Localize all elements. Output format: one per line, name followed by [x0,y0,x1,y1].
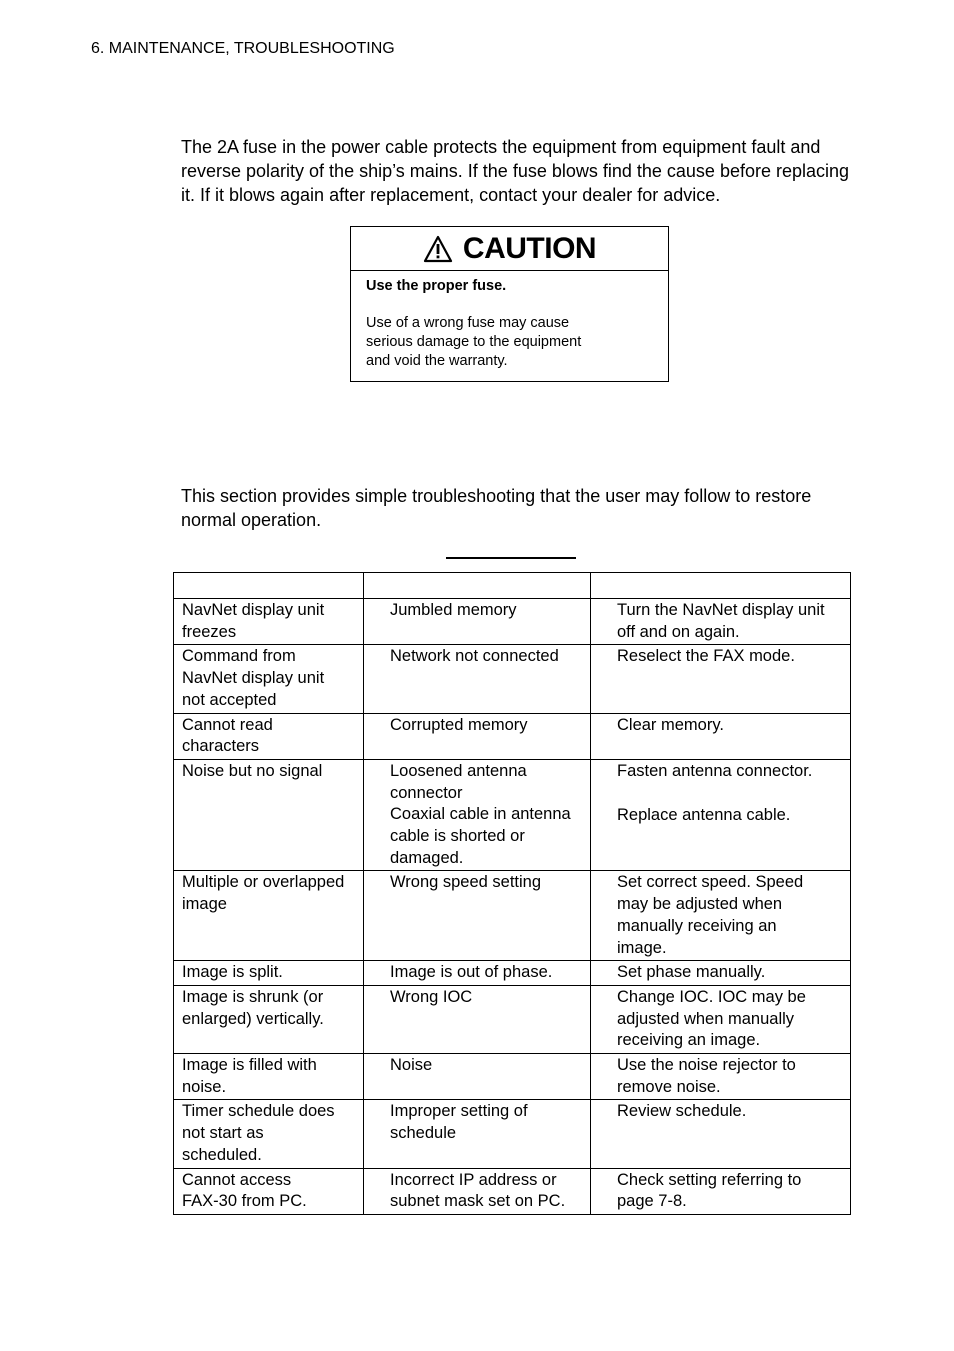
header-symptom [174,573,364,599]
remedy-cell [591,1100,851,1168]
cause-cell-line: Image is out of phase. [390,963,553,982]
cause-cell-line: connector [390,783,463,802]
table-row [174,1168,851,1214]
caution-line: Use of a wrong fuse may cause [366,315,570,331]
cause-cell-line: subnet mask set on PC. [390,1192,566,1211]
symptom-cell-line: characters [182,737,260,756]
table-row [174,871,851,961]
table-row [174,985,851,1053]
symptom-cell-line: not accepted [182,690,277,709]
symptom-cell [174,871,364,961]
symptom-cell-line: NavNet display unit [182,669,325,688]
symptom-cell-line: noise. [182,1077,227,1096]
symptom-cell-line: Multiple or overlapped [182,873,345,892]
symptom-cell-line: not start as [182,1124,264,1143]
cause-cell-line: Coaxial cable in antenna [390,805,571,824]
remedy-cell-line: Check setting referring to [617,1170,802,1189]
cause-cell-line: schedule [390,1124,457,1143]
symptom-cell [174,1168,364,1214]
cause-cell [364,985,591,1053]
table-row [174,713,851,759]
header-cause [364,573,591,599]
caution-header [351,227,668,271]
remedy-cell [591,759,851,871]
cause-cell [364,961,591,986]
cause-cell-line: Loosened antenna [390,761,527,780]
symptom-cell-line: Image is split. [182,963,283,982]
table-row [174,1100,851,1168]
table-row [174,961,851,986]
symptom-cell [174,961,364,986]
remedy-cell-line: page 7-8. [617,1192,687,1211]
cause-cell [364,599,591,645]
fuse-paragraph: The 2A fuse in the power cable protects the equipment from equipment fault and reverse polarity of the ship’s mains. If the fuse blows find the cause before replacing it. If it blows again after replacement, contact your dealer for advice. [181,137,850,205]
table-row [174,1054,851,1100]
remedy-cell-line: Set correct speed. Speed [617,873,804,892]
remedy-cell-line: Set phase manually. [617,963,766,982]
cause-cell-line: Improper setting of [390,1102,528,1121]
cause-cell [364,645,591,713]
remedy-cell [591,599,851,645]
symptom-cell-line: image [182,895,227,914]
caution-box [350,226,669,382]
symptom-cell-line: scheduled. [182,1145,262,1164]
table-row [174,759,851,871]
cause-cell [364,759,591,871]
remedy-cell [591,1168,851,1214]
symptom-cell-line: FAX-30 from PC. [182,1192,307,1211]
spacer [617,783,846,805]
cause-cell-line: cable is shorted or [390,827,525,846]
header-remedy [591,573,851,599]
symptom-cell-line: enlarged) vertically. [182,1009,324,1028]
symptom-cell-line: Noise but no signal [182,761,323,780]
cause-cell [364,1054,591,1100]
remedy-cell [591,1054,851,1100]
caution-heading: Use the proper fuse. [366,278,507,294]
symptom-cell [174,759,364,871]
cause-cell-line: Network not connected [390,647,559,666]
caution-title: CAUTION [462,231,597,265]
symptom-cell-line: freezes [182,622,237,641]
remedy-cell-line: Clear memory. [617,715,724,734]
remedy-cell-line: may be adjusted when [617,895,783,914]
symptom-cell-line: Image is filled with [182,1056,317,1075]
remedy-cell-line: Fasten antenna connector. [617,761,813,780]
remedy-cell-line: off and on again. [617,622,740,641]
remedy-cell-line: adjusted when manually [617,1009,795,1028]
remedy-cell-line: receiving an image. [617,1031,761,1050]
cause-cell-line: Wrong IOC [390,987,473,1006]
remedy-cell [591,961,851,986]
symptom-cell-line: Cannot access [182,1170,292,1189]
cause-cell-line: Incorrect IP address or [390,1170,557,1189]
remedy-cell-line: remove noise. [617,1077,721,1096]
remedy-cell-line: Review schedule. [617,1102,747,1121]
cause-cell-line: Corrupted memory [390,715,528,734]
symptom-cell [174,985,364,1053]
remedy-cell [591,713,851,759]
cause-cell-line: damaged. [390,848,464,867]
symptom-cell [174,1100,364,1168]
table-header-row [174,573,851,599]
remedy-cell-line: image. [617,938,667,957]
symptom-cell [174,599,364,645]
cause-cell-line: Wrong speed setting [390,873,542,892]
cause-cell [364,871,591,961]
cause-cell [364,713,591,759]
table-title-underline [446,557,576,559]
symptom-cell [174,713,364,759]
symptom-cell [174,645,364,713]
symptom-cell-line: Cannot read [182,715,273,734]
symptom-cell-line: NavNet display unit [182,601,325,619]
symptom-cell-line: Image is shrunk (or [182,987,324,1006]
remedy-cell [591,871,851,961]
caution-body [351,271,668,371]
table-row [174,599,851,645]
symptom-cell-line: Command from [182,647,296,666]
remedy-cell [591,645,851,713]
remedy-cell-line: Reselect the FAX mode. [617,647,795,666]
cause-cell-line: Jumbled memory [390,601,517,619]
troubleshooting-paragraph: This section provides simple troubleshooting that the user may follow to restore normal operation. [181,486,812,530]
caution-line: and void the warranty. [366,353,508,369]
warning-triangle-icon [423,235,453,263]
remedy-cell-line: Turn the NavNet display unit [617,601,825,619]
symptom-cell [174,1054,364,1100]
remedy-cell-line: Replace antenna cable. [617,805,791,824]
remedy-cell-line: manually receiving an [617,916,777,935]
cause-cell [364,1168,591,1214]
cause-cell [364,1100,591,1168]
symptom-cell-line: Timer schedule does [182,1102,335,1121]
remedy-cell-line: Change IOC. IOC may be [617,987,806,1006]
troubleshooting-table [173,572,851,1215]
running-head: 6. MAINTENANCE, TROUBLESHOOTING [91,40,395,57]
remedy-cell-line: Use the noise rejector to [617,1056,796,1075]
caution-line: serious damage to the equipment [366,334,582,350]
remedy-cell [591,985,851,1053]
table-row [174,645,851,713]
cause-cell-line: Noise [390,1056,433,1075]
